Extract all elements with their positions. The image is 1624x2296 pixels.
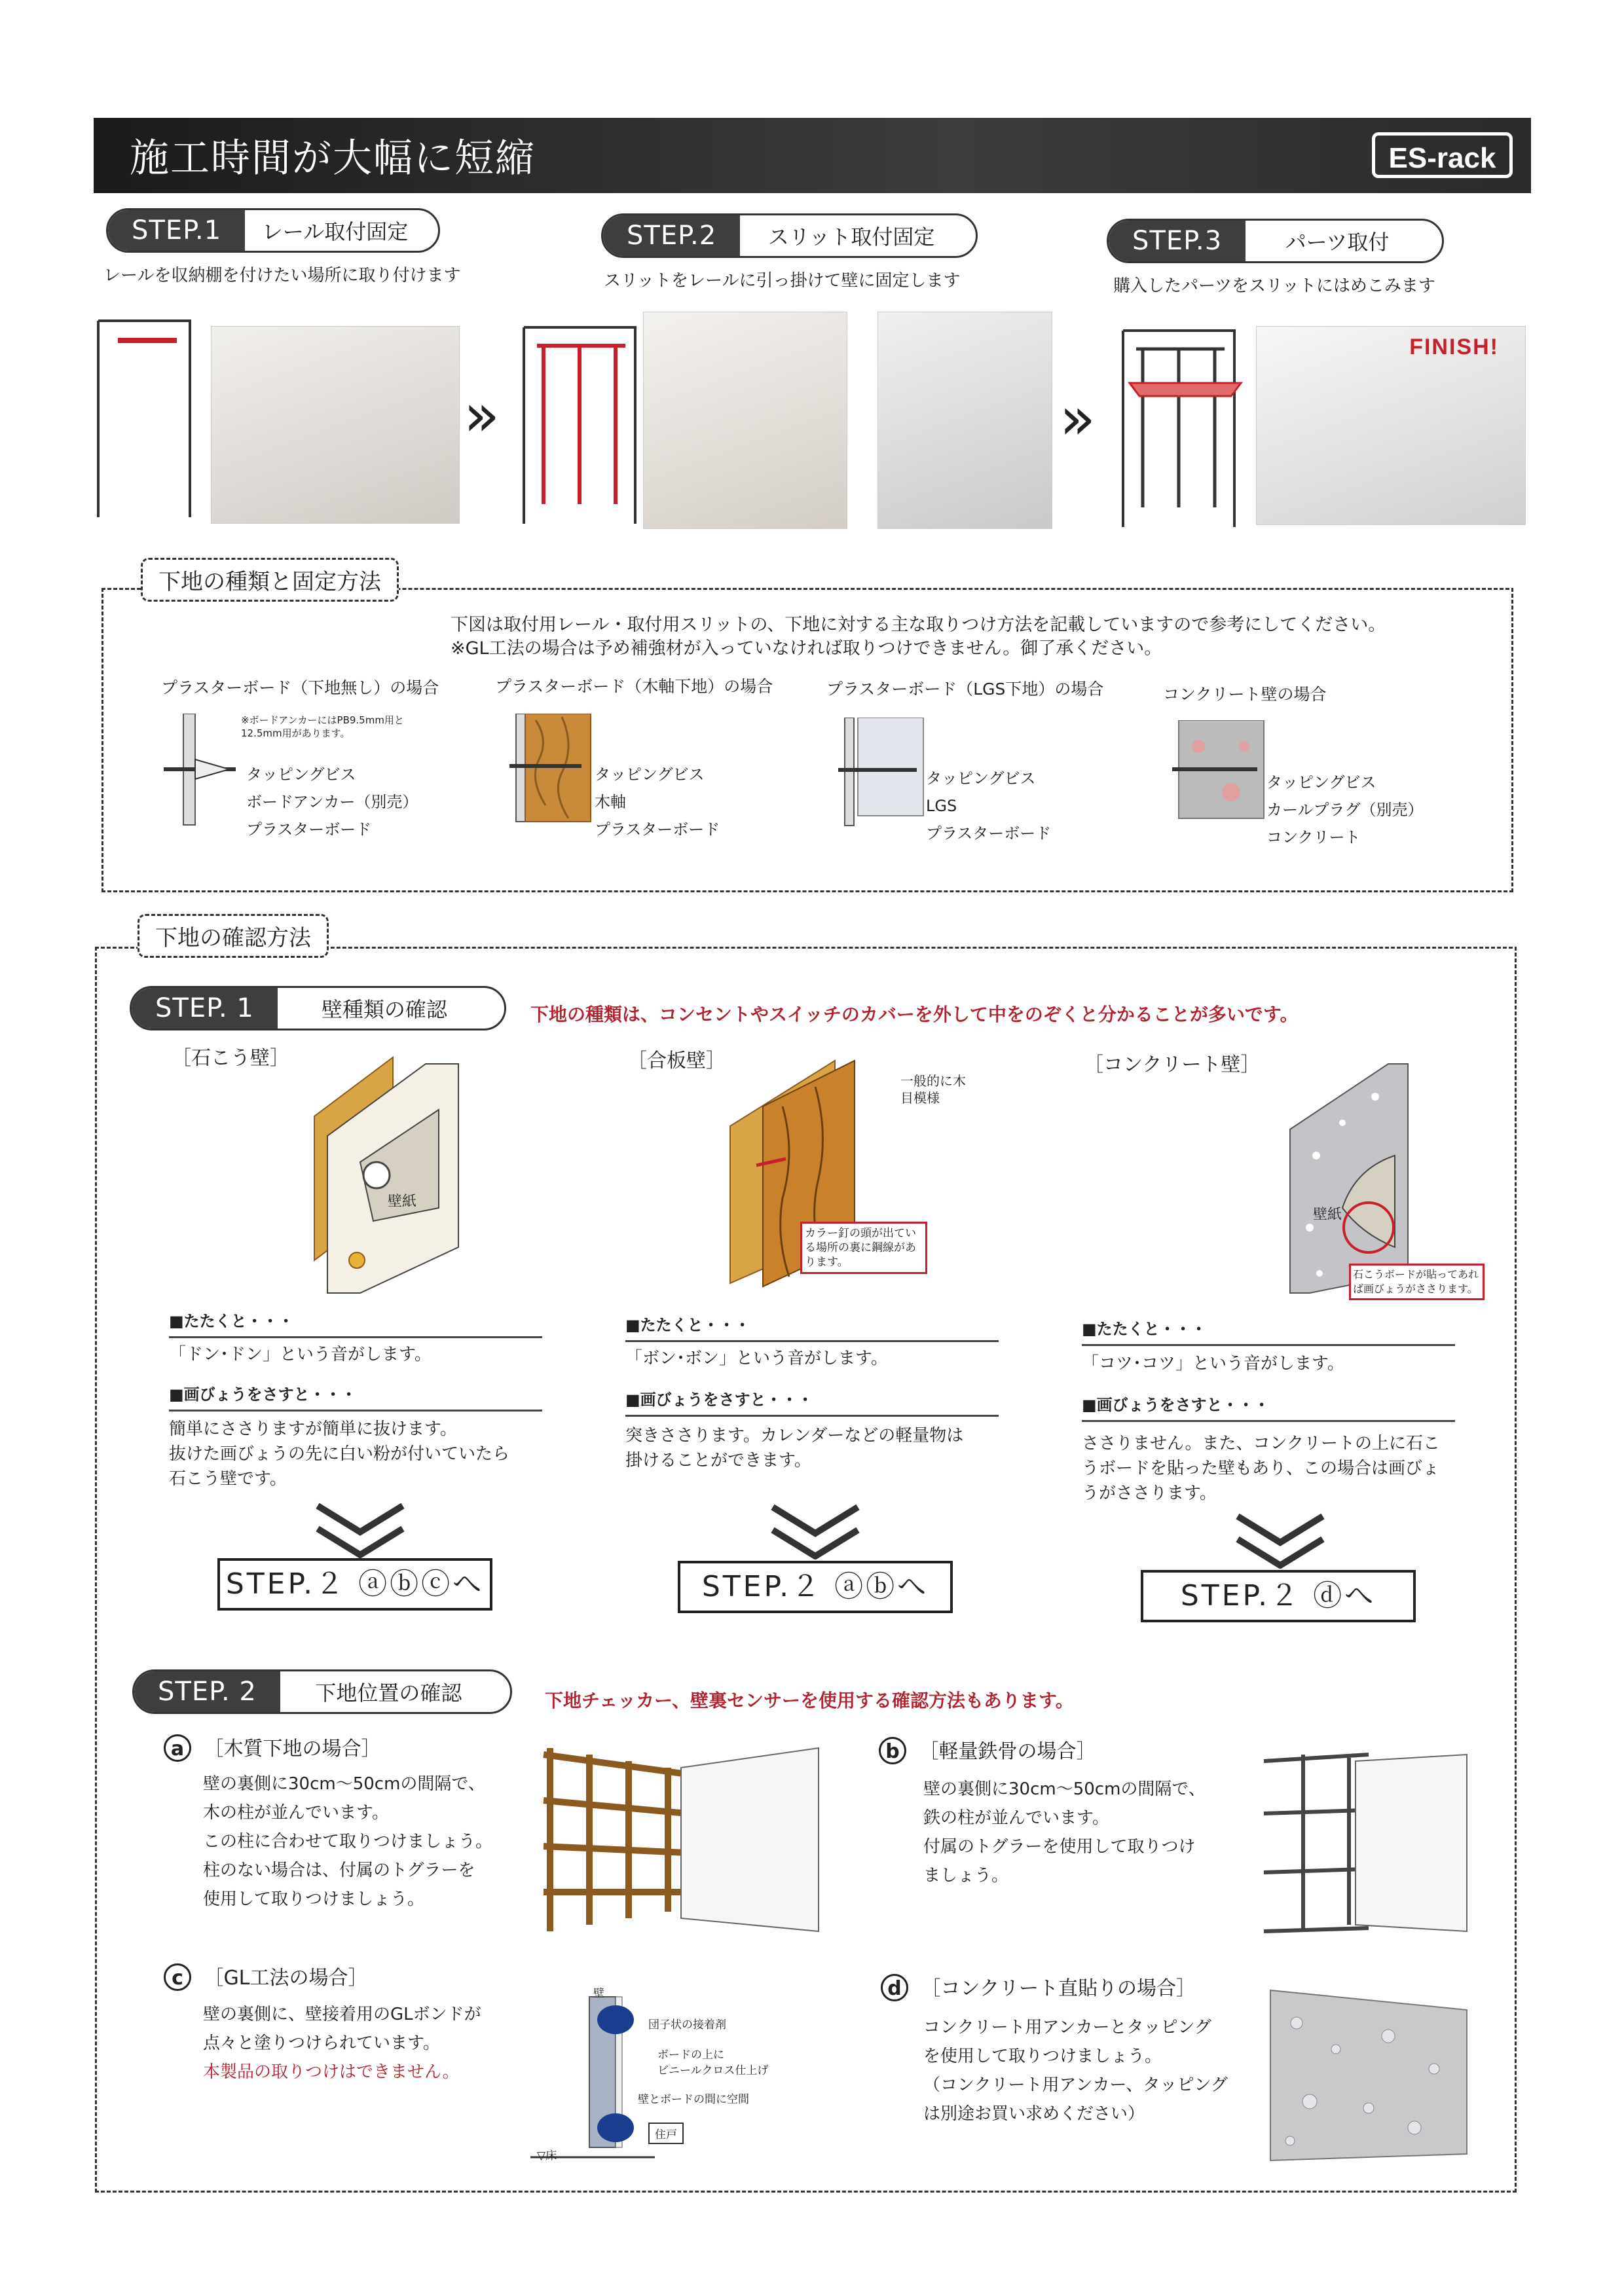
step3-desc: 購入したパーツをスリットにはめこみます — [1113, 276, 1435, 296]
step3-number: STEP.3 — [1109, 221, 1246, 261]
wall2-tap-head: ■たたくと・・・ — [625, 1312, 999, 1342]
gl-label-4: 壁とボードの間に空間 — [638, 2093, 749, 2106]
method-b-line1: 壁の裏側に30cm〜50cmの間隔で、 — [923, 1779, 1206, 1799]
method-a-title: ［木質下地の場合］ — [204, 1738, 381, 1760]
method-d-line4: は別途お買い求めください） — [923, 2104, 1145, 2124]
wall2-callout: 一般的に木目模様 — [900, 1073, 966, 1106]
wall2-callout2: カラー釘の頭が出ている場所の裏に鋼線があります。 — [800, 1222, 927, 1274]
chevron-down-icon — [766, 1501, 864, 1559]
wall1-title: ［石こう壁］ — [172, 1047, 289, 1070]
wall1-callout: 壁紙 — [388, 1194, 417, 1210]
case2-title: プラスターボード（木軸下地）の場合 — [495, 677, 773, 696]
case2-part1: タッピングビス — [595, 765, 705, 784]
chevron-down-icon — [1231, 1510, 1329, 1569]
parts-diagram-icon — [1116, 324, 1247, 534]
method-a-mark: a — [164, 1734, 191, 1762]
check-step2-pill — [132, 1669, 512, 1714]
wall3-pin-1: ささりません。また、コンクリートの上に石こ — [1082, 1434, 1441, 1453]
method-a-line2: 木の柱が並んでいます。 — [203, 1803, 389, 1823]
wall3-callout2: 石こうボードが貼ってあれば画びょうがささります。 — [1349, 1264, 1485, 1300]
step2-desc: スリットをレールに引っ掛けて壁に固定します — [604, 271, 961, 291]
wall1-tap-head: ■たたくと・・・ — [169, 1308, 542, 1338]
finish-label: FINISH! — [1409, 335, 1499, 359]
method-d-line3: （コンクリート用アンカー、タッピング — [923, 2075, 1228, 2095]
case1-part1: タッピングビス — [246, 765, 356, 784]
case1-part3: プラスターボード — [246, 820, 372, 839]
case4-title: コンクリート壁の場合 — [1163, 685, 1327, 704]
wall1-next-step: STEP.２ ⓐⓑⓒへ — [217, 1558, 492, 1611]
wall1-tap: 「ドン･ドン」という音がします。 — [169, 1345, 432, 1364]
wall3-pin-2: うボードを貼った壁もあり、この場合は画びょ — [1082, 1459, 1440, 1478]
method-c-line2: 点々と塗りつけられています。 — [203, 2033, 440, 2053]
wall1-pin-3: 石こう壁です。 — [169, 1469, 287, 1489]
gl-label-3: ビニールクロス仕上げ — [657, 2064, 769, 2077]
method-a-line3: この柱に合わせて取りつけましょう。 — [203, 1832, 493, 1851]
arrow-right-icon: » — [464, 381, 500, 450]
method-d-mark: d — [881, 1974, 908, 2001]
chevron-down-icon — [311, 1499, 409, 1558]
method-b — [879, 1735, 1096, 1764]
case4-part2: カールプラグ（別売） — [1266, 801, 1424, 819]
wall2-pin-head: ■画びょうをさすと・・・ — [625, 1387, 999, 1417]
wall1-pin-1: 簡単にささりますが簡単に抜けます。 — [169, 1419, 457, 1439]
check-step1-label: 壁種類の確認 — [321, 997, 447, 1022]
concrete-block-icon — [1264, 1977, 1473, 2167]
step1-pill — [106, 208, 440, 253]
gl-label-1: 団子状の接着剤 — [648, 2018, 726, 2032]
brand-logo: ES-rack — [1372, 132, 1513, 178]
method-d-line1: コンクリート用アンカーとタッピング — [923, 2018, 1211, 2037]
check-step2-number: STEP. 2 — [134, 1671, 280, 1712]
case3-part3: プラスターボード — [926, 824, 1052, 843]
rail-diagram-icon — [92, 314, 203, 524]
step2-pill — [601, 213, 978, 258]
check-step2-label: 下地位置の確認 — [315, 1681, 462, 1705]
drill-photo — [211, 326, 460, 524]
wall3-title: ［コンクリート壁］ — [1084, 1053, 1261, 1076]
lgs-stud-icon — [838, 718, 930, 829]
step2-number: STEP.2 — [603, 215, 740, 256]
method-a-line4: 柱のない場合は、付属のトグラーを — [203, 1861, 475, 1880]
slit-diagram-icon — [517, 321, 648, 530]
wall3-next-step: STEP.２ ⓓへ — [1141, 1570, 1416, 1622]
method-c — [164, 1961, 368, 1991]
gl-floor-label: ▽床 — [537, 2149, 557, 2162]
method-b-line4: ましょう。 — [923, 1866, 1009, 1886]
concrete-plug-icon — [1172, 720, 1270, 825]
step2-label: スリット取付固定 — [767, 225, 935, 249]
finish-photo — [1256, 326, 1526, 525]
wood-frame-icon — [537, 1741, 825, 1938]
method-a-line5: 使用して取りつけましょう。 — [203, 1889, 425, 1909]
method-d-line2: を使用して取りつけましょう。 — [923, 2047, 1162, 2066]
section1-label: 下地の種類と固定方法 — [141, 558, 399, 602]
check-step1-pill — [130, 986, 506, 1030]
wall2-tap: 「ボン･ボン」という音がします。 — [625, 1349, 888, 1368]
gl-label-5: 住戸 — [648, 2123, 684, 2144]
wall3-pin-3: うがささります。 — [1082, 1484, 1217, 1503]
case4-part3: コンクリート — [1266, 828, 1361, 847]
method-c-mark: c — [164, 1963, 191, 1991]
method-c-warning: 本製品の取りつけはできません。 — [203, 2062, 460, 2082]
check-step2-note: 下地チェッカー、壁裏センサーを使用する確認方法もあります。 — [545, 1690, 1074, 1711]
method-c-line1: 壁の裏側に、壁接着用のGLボンドが — [203, 2005, 481, 2024]
wall3-pin-head: ■画びょうをさすと・・・ — [1082, 1392, 1455, 1422]
step3-label: パーツ取付 — [1285, 230, 1390, 255]
wall1-pin-head: ■画びょうをさすと・・・ — [169, 1381, 542, 1412]
check-step1-note: 下地の種類は、コンセントやスイッチのカバーを外して中をのぞくと分かることが多いです。 — [530, 1004, 1299, 1025]
method-b-title: ［軽量鉄骨の場合］ — [919, 1740, 1096, 1763]
section2-label: 下地の確認方法 — [138, 914, 329, 958]
method-c-title: ［GL工法の場合］ — [204, 1967, 368, 1990]
steel-frame-icon — [1257, 1741, 1473, 1944]
method-b-line2: 鉄の柱が並んでいます。 — [923, 1808, 1109, 1828]
method-a-line1: 壁の裏側に30cm〜50cmの間隔で、 — [203, 1774, 485, 1794]
slit-photo-2 — [877, 312, 1052, 529]
wood-stud-icon — [509, 714, 595, 825]
case4-part1: タッピングビス — [1266, 773, 1376, 792]
check-step1-number: STEP. 1 — [132, 988, 278, 1029]
header-banner — [94, 118, 1531, 193]
case1-title: プラスターボード（下地無し）の場合 — [161, 678, 439, 697]
section1-note1: 下図は取付用レール・取付用スリットの、下地に対する主な取りつけ方法を記載していますので参考にしてください。 — [451, 615, 1386, 635]
case2-part3: プラスターボード — [595, 820, 720, 839]
wall2-next-step: STEP.２ ⓐⓑへ — [678, 1561, 953, 1613]
wall2-title: ［合板壁］ — [627, 1049, 726, 1072]
step1-label: レール取付固定 — [261, 219, 409, 244]
case1-note: ※ボードアンカーにはPB9.5mm用と12.5mm用があります。 — [241, 714, 404, 739]
step1-desc: レールを収納棚を付けたい場所に取り付けます — [103, 266, 461, 285]
method-d-title: ［コンクリート直貼りの場合］ — [921, 1977, 1196, 2000]
step1-number: STEP.1 — [108, 210, 245, 251]
method-b-mark: b — [879, 1737, 906, 1764]
gypsum-wall-icon — [295, 1051, 485, 1300]
gl-label-2: ボードの上に — [657, 2049, 724, 2062]
wall3-tap-head: ■たたくと・・・ — [1082, 1316, 1455, 1346]
case1-part2: ボードアンカー（別売） — [246, 793, 418, 811]
case3-part2: LGS — [926, 797, 957, 815]
section1-note2: ※GL工法の場合は予め補強材が入っていなければ取りつけできません。御了承ください。 — [451, 638, 1162, 659]
wall2-pin-2: 掛けることができます。 — [625, 1451, 811, 1470]
wall1-pin-2: 抜けた画びょうの先に白い粉が付いていたら — [169, 1444, 510, 1464]
slit-photo-1 — [643, 312, 847, 529]
wall2-pin-1: 突きささります。カレンダーなどの軽量物は — [625, 1426, 964, 1446]
case3-title: プラスターボード（LGS下地）の場合 — [826, 680, 1104, 699]
method-b-line3: 付属のトグラーを使用して取りつけ — [923, 1837, 1196, 1857]
method-a — [164, 1732, 381, 1762]
method-d — [881, 1972, 1196, 2001]
case2-part2: 木軸 — [595, 793, 626, 811]
wall3-tap: 「コツ･コツ」という音がします。 — [1082, 1354, 1344, 1374]
gl-wall-label: 壁 — [593, 1987, 604, 2000]
step3-pill — [1107, 219, 1444, 263]
arrow-right-icon: » — [1060, 384, 1096, 453]
page-title: 施工時間が大幅に短縮 — [130, 136, 536, 181]
case3-part1: タッピングビス — [926, 769, 1036, 788]
board-anchor-icon — [164, 714, 249, 831]
wall3-callout: 壁紙 — [1313, 1207, 1342, 1223]
